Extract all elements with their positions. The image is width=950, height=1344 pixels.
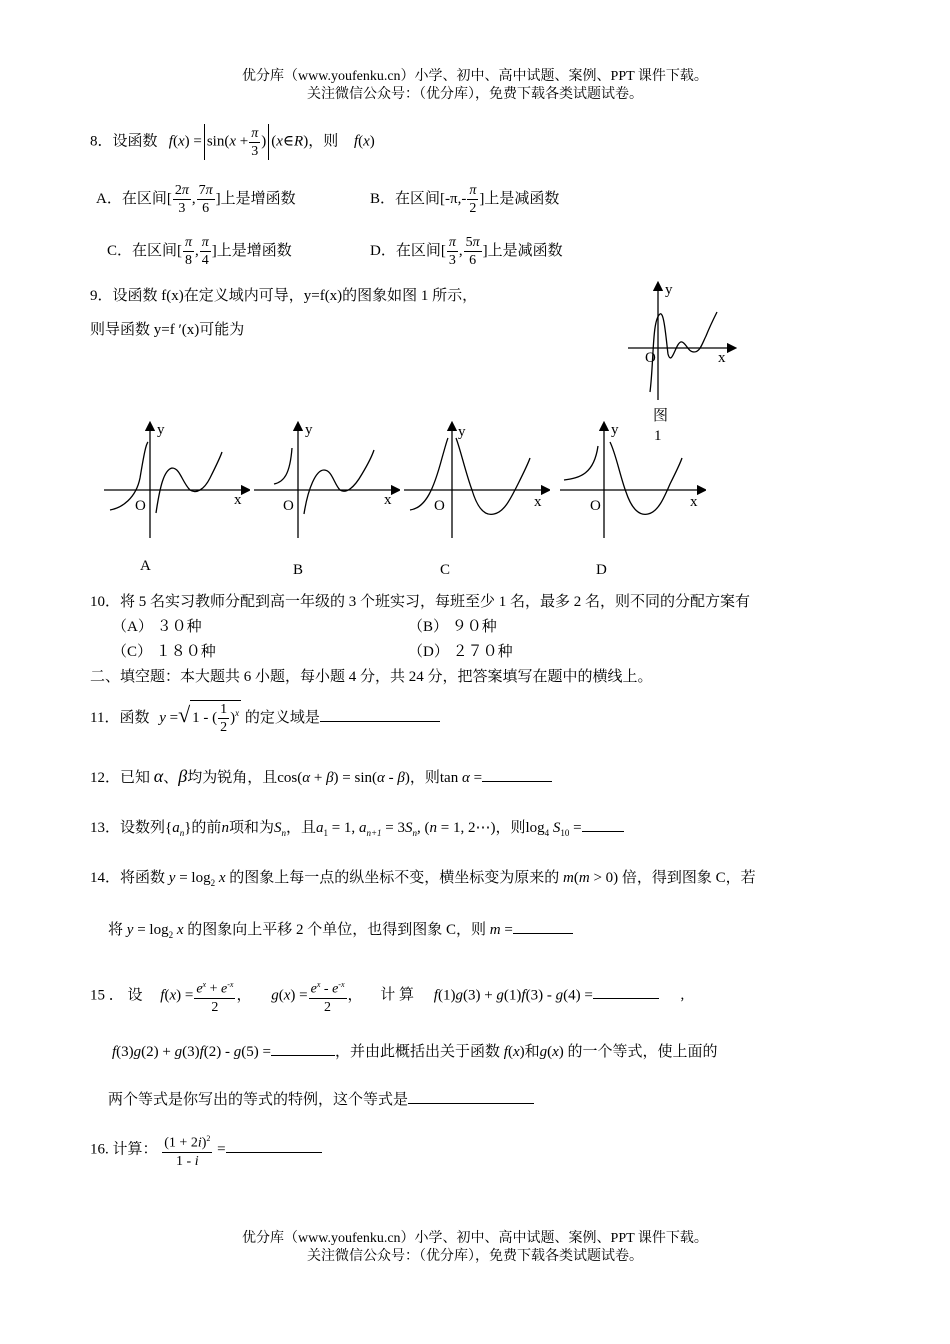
q9-line-1: 9．设函数 f(x)在定义域内可导，y=f(x)的图象如图 1 所示， (90, 288, 478, 304)
q11-answer-blank[interactable] (320, 721, 440, 722)
q10-option-a: （A） ３０种 (112, 619, 202, 635)
q9-line-2: 则导函数 y=f ′(x)可能为 (90, 322, 245, 338)
svg-text:O: O (283, 498, 294, 514)
graph-a (100, 418, 250, 578)
q8-number: 8．设函数 (90, 133, 158, 150)
question-15: 15 ． 设 f(x) = $\frac{e^x + e^{-x}}{2}$ ， g(x) = $\frac{e^x - e^{-x}}{2}$ ， 计 算 f(1)g(3) + g(1)f(3) - g(4) = , (90, 976, 684, 1016)
q10-option-d: （D） ２７０种 (408, 644, 513, 660)
q8-option-d: D．在区间[ $\frac{\pi}{3}$ , $\frac{5\pi}{6}$ ]上是减函数 (370, 235, 563, 268)
q13-answer-blank[interactable] (582, 831, 624, 832)
question-12: 12．已知 α、β均为锐角，且cos(α + β) = sin(α - β)，则tan α = (90, 766, 552, 787)
q10-option-b: （B） ９０种 (408, 619, 497, 635)
q16-answer-blank[interactable] (226, 1152, 322, 1153)
fig1-curve (650, 312, 717, 392)
graph-d-label: D (596, 562, 607, 578)
graph-b (250, 418, 400, 578)
footer-line-1: 优分库（www.youfenku.cn）小学、初中、高中试题、案例、PPT 课件下载。 (242, 1231, 708, 1246)
fig1-caption: 图 (653, 408, 669, 424)
question-15-line-3: 两个等式是你写出的等式的特例，这个等式是 (108, 1088, 534, 1109)
graph-c-label: C (440, 562, 451, 578)
question-8: 8．设函数 f(x) = sin(x + $\frac{\pi}{3}$ ) (x∈R)，则 f(x) (90, 125, 375, 159)
section-2-heading: 二、填空题：本大题共 6 小题，每小题 4 分，共 24 分，把答案填写在题中的横线上。 (90, 669, 653, 685)
q15-answer-blank-2[interactable] (271, 1055, 335, 1056)
q14-answer-blank[interactable] (513, 933, 573, 934)
fig1-x-label: x (718, 350, 726, 366)
fig1-caption-number: 1 (654, 428, 662, 440)
svg-text:y: y (305, 422, 313, 438)
question-14: 14．将函数 $y = \log_2 x$ 的图象上每一点的纵坐标不变，横坐标变为原来的 m(m > 0) 倍，得到图象 C，若 (90, 870, 756, 888)
q10-text: 10．将 5 名实习教师分配到高一年级的 3 个班实习，每班至少 1 名，最多 2 名，则不同的分配方案有 (90, 594, 751, 610)
svg-text:y: y (458, 424, 466, 440)
q8-option-b: B．在区间[-π,- $\frac{\pi}{2}$ ]上是减函数 (370, 183, 560, 216)
header-line-1: 优分库（www.youfenku.cn）小学、初中、高中试题、案例、PPT 课件下载。 (242, 69, 708, 84)
svg-text:x: x (534, 494, 542, 510)
svg-text:x: x (690, 494, 698, 510)
svg-text:O: O (590, 498, 601, 514)
q15-answer-blank-3[interactable] (408, 1103, 534, 1104)
svg-text:x: x (384, 492, 392, 508)
q10-option-c: （C） １８０种 (112, 644, 216, 660)
svg-text:O: O (434, 498, 445, 514)
svg-text:O: O (135, 498, 146, 514)
q8-option-a: A．在区间[ $\frac{2\pi}{3}$ , $\frac{7\pi}{6}$ ]上是增函数 (96, 183, 296, 216)
svg-text:x: x (234, 492, 242, 508)
question-16: 16. 计算： $\frac{(1 + 2i)^2}{1 - i}$ = (90, 1130, 322, 1170)
q15-answer-blank-1[interactable] (593, 998, 659, 999)
q8-option-c: C．在区间[ $\frac{\pi}{8}$ , $\frac{\pi}{4}$ ]上是增函数 (107, 235, 292, 268)
q12-answer-blank[interactable] (482, 781, 552, 782)
figure-1 (620, 280, 740, 440)
q8-func: f (161, 133, 173, 150)
fig1-y-label: y (665, 282, 673, 298)
header-line-2: 关注微信公众号：（优分库），免费下载各类试题试卷。 (307, 87, 643, 102)
graph-d (556, 418, 706, 578)
fig1-origin: O (645, 350, 656, 366)
graph-b-label: B (293, 562, 304, 578)
question-15-line-2: f(3)g(2) + g(3)f(2) - g(5) = ，并由此概括出关于函数 f(x)和g(x) 的一个等式，使上面的 (112, 1044, 718, 1060)
question-14-line-2: 将 $y = \log_2 x$ 的图象向上平移 2 个单位，也得到图象 C，则 m = (108, 918, 573, 940)
question-11: 11．函数 y =√ 1 - ( $\frac{1}{2}$ )$^x$ 的定义域是 (90, 700, 440, 736)
svg-text:y: y (611, 422, 619, 438)
svg-text:y: y (157, 422, 165, 438)
graph-c (400, 418, 550, 578)
graph-a-label: A (140, 558, 151, 574)
question-13: 13．设数列$\{a_n\}$的前n项和为$S_n$，且$a_1 = 1$, $a_{n+1} = 3S_n$, (n = 1, 2⋯)，则$\log_4 S_{10}$ = (90, 816, 624, 838)
footer-line-2: 关注微信公众号：（优分库），免费下载各类试题试卷。 (307, 1249, 643, 1264)
